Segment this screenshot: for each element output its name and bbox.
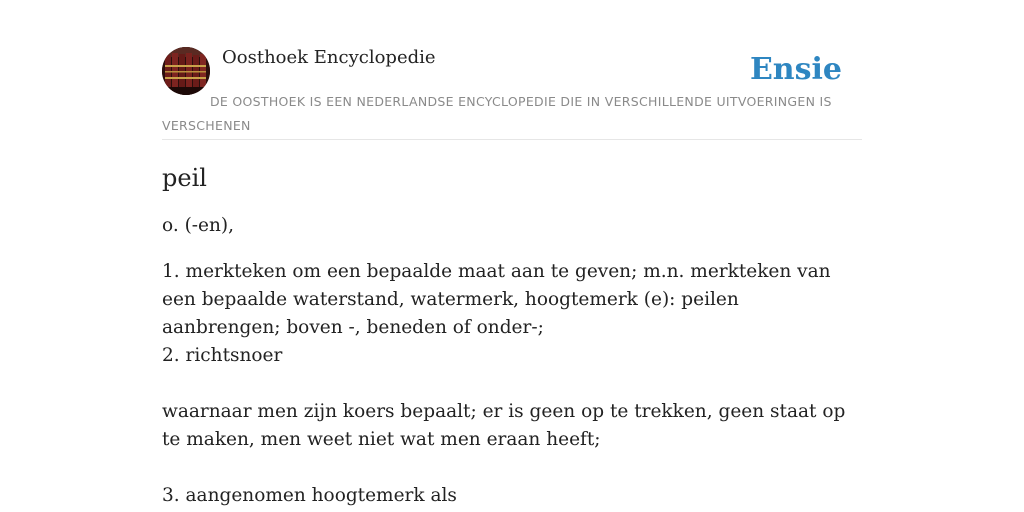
encyclopedia-books-icon [162,47,210,95]
source-avatar[interactable] [162,47,210,95]
entry-grammar: o. (-en), [162,215,235,236]
spacer [162,370,862,398]
entry-body [162,212,862,510]
entry-title: peil [162,164,207,192]
source-title[interactable]: Oosthoek Encyclopedie [222,47,436,68]
entry-content [162,160,862,510]
spacer [162,454,862,482]
definition-2-text: waarnaar men zijn koers bepaalt; er is geen op te trekken, geen staat op te maken, men weet niet wat men eraan heeft; [162,401,846,450]
definition-3: 3. aangenomen hoogtemerk als [162,485,457,506]
definition-1: 1. merkteken om een bepaalde maat aan te geven; m.n. merkteken van een bepaalde waterstand, watermerk, hoogtemerk (e): peilen aanbrengen; boven -, beneden of onder-; [162,261,831,338]
source-description: DE OOSTHOEK IS EEN NEDERLANDSE ENCYCLOPEDIE DIE IN VERSCHILLENDE UITVOERINGEN IS VERSCHENEN [162,94,832,133]
definition-2: 2. richtsnoer [162,345,283,366]
ensie-logo-link[interactable]: Ensie [749,52,842,87]
source-header [162,46,862,140]
